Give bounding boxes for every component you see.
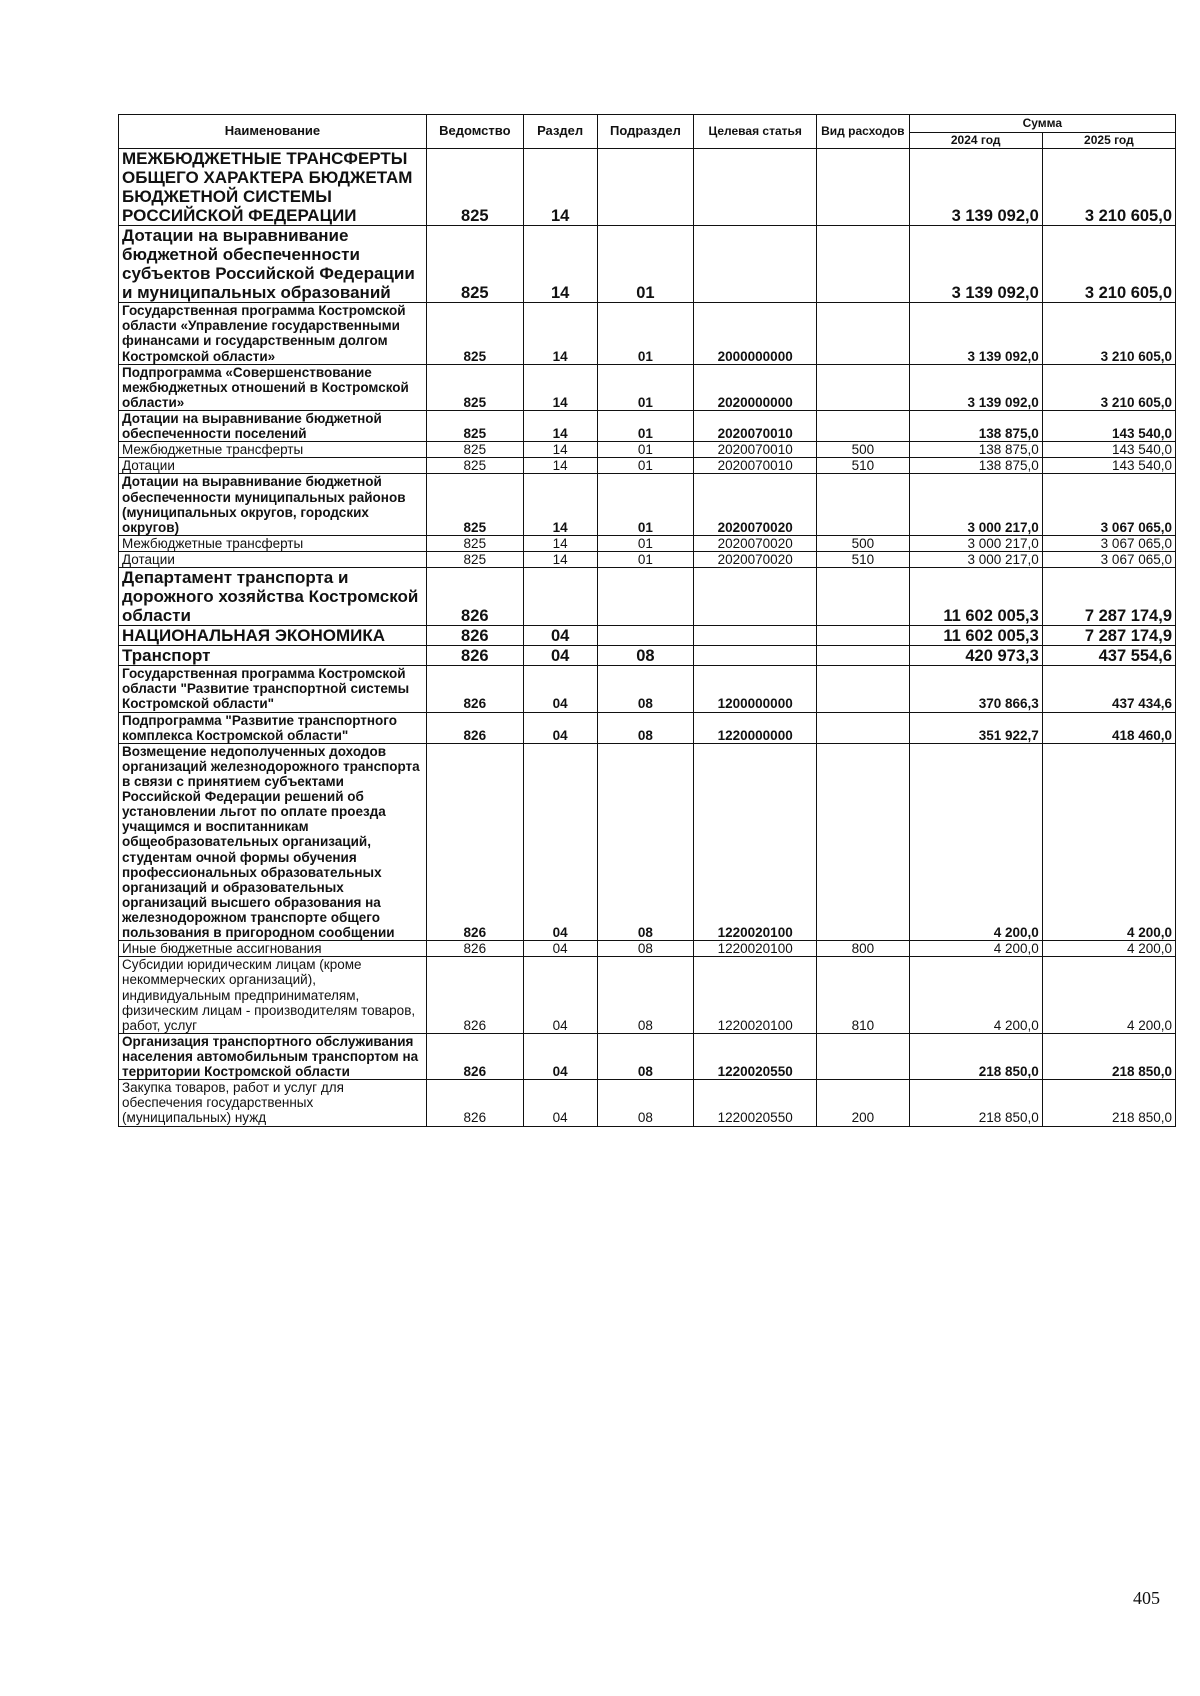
cell-section: 04 bbox=[523, 743, 597, 940]
cell-dept: 825 bbox=[426, 303, 523, 364]
cell-sum-2024: 11 602 005,3 bbox=[909, 626, 1042, 646]
cell-target: 2020070010 bbox=[694, 458, 817, 474]
cell-dept: 825 bbox=[426, 149, 523, 226]
cell-sum-2025: 4 200,0 bbox=[1042, 941, 1175, 957]
cell-name: Дотации bbox=[119, 458, 427, 474]
table-row bbox=[119, 941, 1176, 957]
cell-exp-type bbox=[817, 474, 910, 535]
cell-name: Организация транспортного обслуживания населения автомобильным транспортом на территории Костромской области bbox=[119, 1033, 427, 1079]
cell-exp-type: 800 bbox=[817, 941, 910, 957]
cell-dept: 825 bbox=[426, 226, 523, 303]
cell-subsection: 01 bbox=[597, 364, 694, 410]
cell-target bbox=[694, 626, 817, 646]
cell-exp-type bbox=[817, 303, 910, 364]
cell-dept: 826 bbox=[426, 568, 523, 626]
cell-section: 14 bbox=[523, 303, 597, 364]
cell-section bbox=[523, 568, 597, 626]
cell-name: Возмещение недополученных доходов организаций железнодорожного транспорта в связи с принятием субъектами Российской Федерации решений об установлении льгот по оплате проезда учащимся и воспитанникам общеобразовательных организаций, студентам очной формы обучения профессиональных образовательных организаций и образовательных организаций высшего образования на железнодорожном транспорте общего пользования в пригородном сообщении bbox=[119, 743, 427, 940]
cell-target bbox=[694, 149, 817, 226]
cell-target: 2000000000 bbox=[694, 303, 817, 364]
cell-section: 14 bbox=[523, 535, 597, 551]
cell-subsection: 01 bbox=[597, 303, 694, 364]
table-row bbox=[119, 957, 1176, 1034]
cell-name: Транспорт bbox=[119, 646, 427, 666]
cell-dept: 826 bbox=[426, 666, 523, 712]
cell-subsection: 08 bbox=[597, 941, 694, 957]
cell-dept: 825 bbox=[426, 364, 523, 410]
cell-sum-2024: 3 139 092,0 bbox=[909, 226, 1042, 303]
table-row bbox=[119, 535, 1176, 551]
table-row bbox=[119, 303, 1176, 364]
cell-target: 1220020100 bbox=[694, 957, 817, 1034]
cell-name: Дотации на выравнивание бюджетной обеспеченности поселений bbox=[119, 411, 427, 442]
cell-dept: 826 bbox=[426, 1033, 523, 1079]
header-subsection: Подраздел bbox=[597, 115, 694, 149]
cell-exp-type bbox=[817, 646, 910, 666]
table-row bbox=[119, 458, 1176, 474]
cell-dept: 826 bbox=[426, 712, 523, 743]
cell-sum-2025: 437 434,6 bbox=[1042, 666, 1175, 712]
cell-exp-type bbox=[817, 712, 910, 743]
cell-sum-2024: 138 875,0 bbox=[909, 442, 1042, 458]
cell-target bbox=[694, 646, 817, 666]
cell-sum-2025: 3 210 605,0 bbox=[1042, 364, 1175, 410]
table-row bbox=[119, 666, 1176, 712]
cell-name: Закупка товаров, работ и услуг для обеспечения государственных (муниципальных) нужд bbox=[119, 1080, 427, 1126]
cell-name: Подпрограмма "Развитие транспортного комплекса Костромской области" bbox=[119, 712, 427, 743]
cell-sum-2024: 3 000 217,0 bbox=[909, 474, 1042, 535]
cell-subsection: 01 bbox=[597, 552, 694, 568]
cell-sum-2024: 218 850,0 bbox=[909, 1080, 1042, 1126]
cell-sum-2024: 420 973,3 bbox=[909, 646, 1042, 666]
table-row bbox=[119, 442, 1176, 458]
cell-sum-2025: 143 540,0 bbox=[1042, 442, 1175, 458]
cell-subsection: 08 bbox=[597, 1080, 694, 1126]
header-year-2025: 2025 год bbox=[1042, 133, 1175, 149]
cell-subsection bbox=[597, 149, 694, 226]
cell-sum-2024: 138 875,0 bbox=[909, 411, 1042, 442]
table-row bbox=[119, 1080, 1176, 1126]
cell-sum-2024: 138 875,0 bbox=[909, 458, 1042, 474]
cell-sum-2025: 218 850,0 bbox=[1042, 1033, 1175, 1079]
cell-section: 14 bbox=[523, 411, 597, 442]
cell-name: Межбюджетные трансферты bbox=[119, 535, 427, 551]
cell-target: 2020070020 bbox=[694, 552, 817, 568]
cell-name: Департамент транспорта и дорожного хозяйства Костромской области bbox=[119, 568, 427, 626]
header-exp-type: Вид расходов bbox=[817, 115, 910, 149]
table-row bbox=[119, 411, 1176, 442]
cell-sum-2025: 143 540,0 bbox=[1042, 458, 1175, 474]
cell-target: 1220000000 bbox=[694, 712, 817, 743]
cell-section: 04 bbox=[523, 626, 597, 646]
cell-section: 14 bbox=[523, 149, 597, 226]
cell-section: 14 bbox=[523, 226, 597, 303]
cell-exp-type: 810 bbox=[817, 957, 910, 1034]
cell-dept: 826 bbox=[426, 743, 523, 940]
cell-section: 04 bbox=[523, 646, 597, 666]
cell-name: Государственная программа Костромской области «Управление государственными финансами и государственным долгом Костромской области» bbox=[119, 303, 427, 364]
cell-sum-2025: 3 210 605,0 bbox=[1042, 303, 1175, 364]
cell-section: 04 bbox=[523, 1033, 597, 1079]
cell-sum-2024: 4 200,0 bbox=[909, 957, 1042, 1034]
cell-dept: 825 bbox=[426, 458, 523, 474]
cell-dept: 825 bbox=[426, 474, 523, 535]
cell-name: Государственная программа Костромской области "Развитие транспортной системы Костромской области" bbox=[119, 666, 427, 712]
cell-exp-type: 500 bbox=[817, 535, 910, 551]
cell-sum-2025: 143 540,0 bbox=[1042, 411, 1175, 442]
cell-sum-2025: 437 554,6 bbox=[1042, 646, 1175, 666]
cell-target: 1220020550 bbox=[694, 1080, 817, 1126]
cell-section: 04 bbox=[523, 712, 597, 743]
cell-subsection: 01 bbox=[597, 458, 694, 474]
cell-exp-type bbox=[817, 149, 910, 226]
cell-subsection: 01 bbox=[597, 474, 694, 535]
cell-name: Иные бюджетные ассигнования bbox=[119, 941, 427, 957]
cell-subsection: 08 bbox=[597, 1033, 694, 1079]
cell-sum-2024: 3 139 092,0 bbox=[909, 149, 1042, 226]
cell-subsection bbox=[597, 626, 694, 646]
cell-target: 1220020100 bbox=[694, 743, 817, 940]
cell-target: 2020070020 bbox=[694, 535, 817, 551]
cell-subsection: 01 bbox=[597, 535, 694, 551]
cell-exp-type: 510 bbox=[817, 552, 910, 568]
cell-sum-2025: 7 287 174,9 bbox=[1042, 626, 1175, 646]
cell-sum-2025: 3 210 605,0 bbox=[1042, 149, 1175, 226]
cell-name: Дотации bbox=[119, 552, 427, 568]
cell-name: Межбюджетные трансферты bbox=[119, 442, 427, 458]
table-row bbox=[119, 1033, 1176, 1079]
cell-sum-2024: 3 000 217,0 bbox=[909, 552, 1042, 568]
cell-subsection: 01 bbox=[597, 442, 694, 458]
cell-sum-2025: 3 067 065,0 bbox=[1042, 535, 1175, 551]
cell-name: МЕЖБЮДЖЕТНЫЕ ТРАНСФЕРТЫ ОБЩЕГО ХАРАКТЕРА БЮДЖЕТАМ БЮДЖЕТНОЙ СИСТЕМЫ РОССИЙСКОЙ ФЕДЕРАЦИИ bbox=[119, 149, 427, 226]
header-dept: Ведомство bbox=[426, 115, 523, 149]
cell-dept: 825 bbox=[426, 535, 523, 551]
cell-subsection bbox=[597, 568, 694, 626]
cell-subsection: 08 bbox=[597, 646, 694, 666]
table-header bbox=[119, 115, 1176, 149]
cell-sum-2024: 4 200,0 bbox=[909, 743, 1042, 940]
cell-sum-2024: 4 200,0 bbox=[909, 941, 1042, 957]
cell-name: Дотации на выравнивание бюджетной обеспеченности субъектов Российской Федерации и муниципальных образований bbox=[119, 226, 427, 303]
header-section: Раздел bbox=[523, 115, 597, 149]
cell-section: 14 bbox=[523, 474, 597, 535]
cell-subsection: 08 bbox=[597, 957, 694, 1034]
cell-subsection: 08 bbox=[597, 743, 694, 940]
cell-subsection: 08 bbox=[597, 666, 694, 712]
cell-sum-2024: 3 000 217,0 bbox=[909, 535, 1042, 551]
cell-section: 04 bbox=[523, 941, 597, 957]
cell-subsection: 08 bbox=[597, 712, 694, 743]
cell-dept: 826 bbox=[426, 626, 523, 646]
cell-section: 14 bbox=[523, 552, 597, 568]
header-sum: Сумма bbox=[909, 115, 1175, 133]
header-target: Целевая статья bbox=[694, 115, 817, 149]
cell-section: 04 bbox=[523, 666, 597, 712]
cell-dept: 825 bbox=[426, 552, 523, 568]
header-year-2024: 2024 год bbox=[909, 133, 1042, 149]
cell-exp-type bbox=[817, 666, 910, 712]
cell-section: 14 bbox=[523, 364, 597, 410]
table-row bbox=[119, 226, 1176, 303]
table-body bbox=[119, 149, 1176, 1127]
cell-section: 04 bbox=[523, 957, 597, 1034]
cell-dept: 825 bbox=[426, 442, 523, 458]
cell-sum-2025: 4 200,0 bbox=[1042, 957, 1175, 1034]
cell-subsection: 01 bbox=[597, 411, 694, 442]
table-row bbox=[119, 646, 1176, 666]
cell-target: 1200000000 bbox=[694, 666, 817, 712]
budget-table bbox=[118, 114, 1176, 1127]
cell-exp-type bbox=[817, 626, 910, 646]
cell-dept: 825 bbox=[426, 411, 523, 442]
cell-dept: 826 bbox=[426, 941, 523, 957]
cell-target bbox=[694, 226, 817, 303]
cell-exp-type bbox=[817, 743, 910, 940]
cell-target: 2020070010 bbox=[694, 411, 817, 442]
header-name: Наименование bbox=[119, 115, 427, 149]
cell-target: 1220020100 bbox=[694, 941, 817, 957]
cell-sum-2025: 4 200,0 bbox=[1042, 743, 1175, 940]
cell-sum-2025: 3 067 065,0 bbox=[1042, 474, 1175, 535]
cell-target bbox=[694, 568, 817, 626]
table-row bbox=[119, 743, 1176, 940]
cell-section: 14 bbox=[523, 442, 597, 458]
cell-exp-type bbox=[817, 411, 910, 442]
cell-exp-type: 500 bbox=[817, 442, 910, 458]
cell-sum-2025: 3 210 605,0 bbox=[1042, 226, 1175, 303]
cell-section: 04 bbox=[523, 1080, 597, 1126]
cell-name: Субсидии юридическим лицам (кроме некоммерческих организаций), индивидуальным предпринимателям, физическим лицам - производителям товаров, работ, услуг bbox=[119, 957, 427, 1034]
cell-sum-2024: 351 922,7 bbox=[909, 712, 1042, 743]
table-row bbox=[119, 626, 1176, 646]
cell-subsection: 01 bbox=[597, 226, 694, 303]
table-row bbox=[119, 552, 1176, 568]
cell-exp-type bbox=[817, 364, 910, 410]
cell-exp-type: 200 bbox=[817, 1080, 910, 1126]
cell-dept: 826 bbox=[426, 1080, 523, 1126]
cell-exp-type: 510 bbox=[817, 458, 910, 474]
cell-sum-2024: 370 866,3 bbox=[909, 666, 1042, 712]
cell-exp-type bbox=[817, 1033, 910, 1079]
cell-dept: 826 bbox=[426, 957, 523, 1034]
table-row bbox=[119, 149, 1176, 226]
cell-exp-type bbox=[817, 226, 910, 303]
cell-sum-2025: 7 287 174,9 bbox=[1042, 568, 1175, 626]
cell-exp-type bbox=[817, 568, 910, 626]
cell-sum-2025: 418 460,0 bbox=[1042, 712, 1175, 743]
cell-target: 2020000000 bbox=[694, 364, 817, 410]
cell-name: НАЦИОНАЛЬНАЯ ЭКОНОМИКА bbox=[119, 626, 427, 646]
cell-section: 14 bbox=[523, 458, 597, 474]
cell-sum-2025: 218 850,0 bbox=[1042, 1080, 1175, 1126]
table-row bbox=[119, 474, 1176, 535]
cell-sum-2024: 3 139 092,0 bbox=[909, 364, 1042, 410]
cell-dept: 826 bbox=[426, 646, 523, 666]
cell-sum-2024: 11 602 005,3 bbox=[909, 568, 1042, 626]
cell-sum-2024: 218 850,0 bbox=[909, 1033, 1042, 1079]
cell-sum-2024: 3 139 092,0 bbox=[909, 303, 1042, 364]
table-row bbox=[119, 712, 1176, 743]
cell-target: 2020070010 bbox=[694, 442, 817, 458]
cell-target: 1220020550 bbox=[694, 1033, 817, 1079]
table-row bbox=[119, 364, 1176, 410]
cell-name: Подпрограмма «Совершенствование межбюджетных отношений в Костромской области» bbox=[119, 364, 427, 410]
cell-target: 2020070020 bbox=[694, 474, 817, 535]
cell-sum-2025: 3 067 065,0 bbox=[1042, 552, 1175, 568]
cell-name: Дотации на выравнивание бюджетной обеспеченности муниципальных районов (муниципальных округов, городских округов) bbox=[119, 474, 427, 535]
page-number: 405 bbox=[1133, 1588, 1160, 1608]
table-row bbox=[119, 568, 1176, 626]
